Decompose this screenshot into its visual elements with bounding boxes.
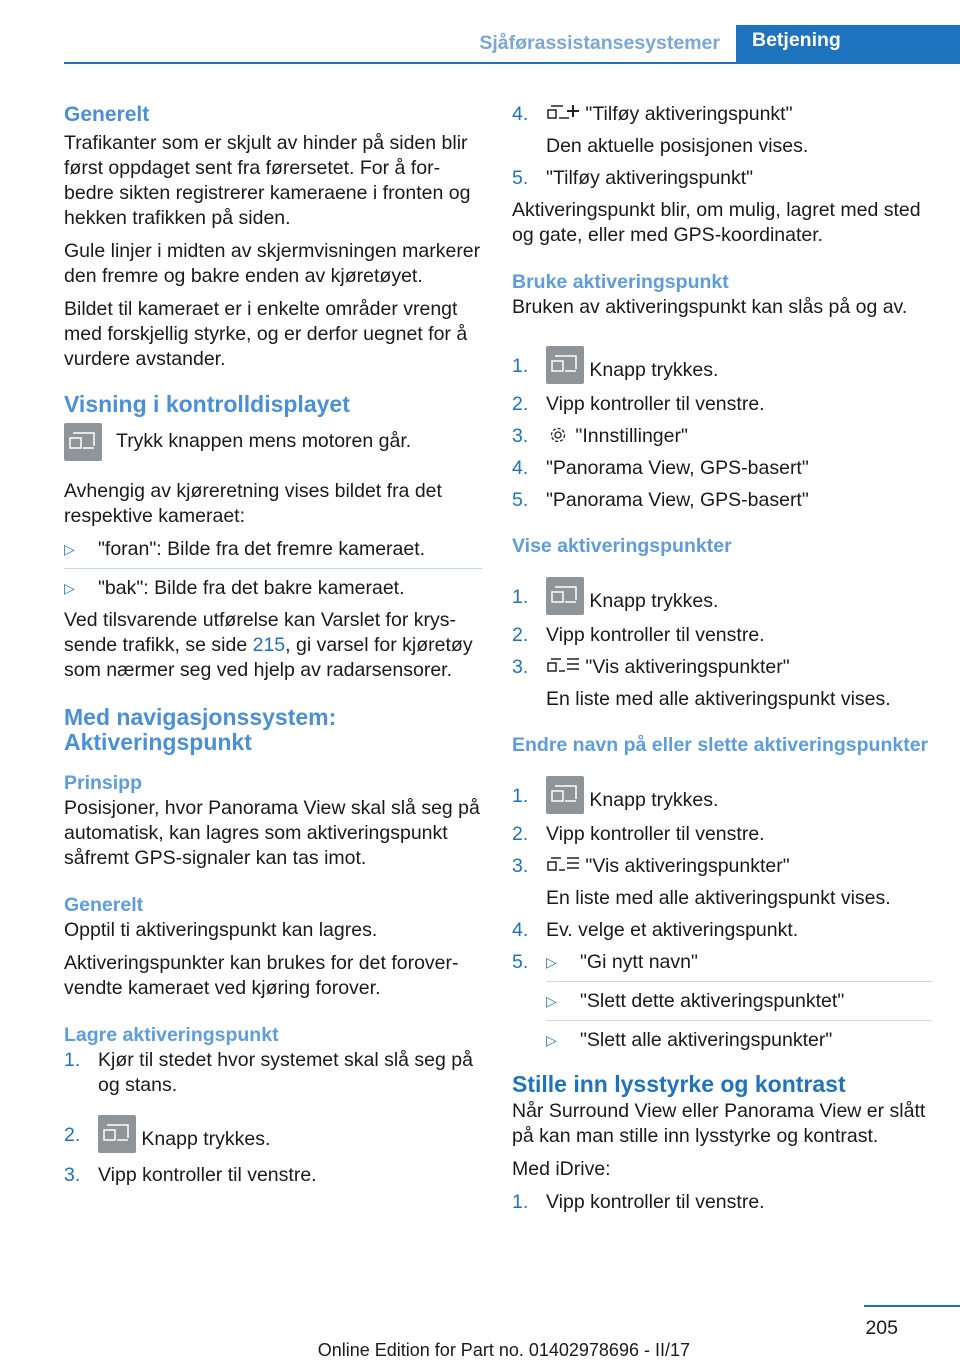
endre-steps	[512, 768, 932, 1053]
camera-button-icon	[98, 1115, 136, 1153]
paragraph: Bruken av aktiveringspunkt kan slås på og av.	[512, 296, 908, 318]
camera-button-row	[64, 429, 482, 469]
heading-visning: Visning i kontrolldisplayet	[64, 391, 350, 417]
heading-prinsipp: Prinsipp	[64, 772, 143, 794]
chapter-tab: Betjening	[736, 25, 960, 62]
triangle-icon: ▷	[64, 580, 75, 596]
bruke-steps	[512, 338, 932, 513]
step-item: 1. Vipp kontroller til venstre.	[512, 1191, 765, 1213]
step-item: 1. Knapp trykkes.	[512, 768, 932, 814]
list-item: ▷ "Gi nytt navn"	[546, 950, 932, 982]
heading-endre: Endre navn på eller slette aktiveringspunkter	[512, 734, 929, 756]
paragraph: Aktiveringspunkt blir, om mulig, lagret med sted og gate, eller med GPS-koordinater.	[512, 199, 921, 246]
heading-lagre: Lagre aktiveringspunkt	[64, 1024, 279, 1046]
list-item: ▷ "Slett alle aktiveringspunkter"	[546, 1029, 833, 1051]
heading-generelt-sub: Generelt	[64, 894, 144, 916]
list-item: ▷ "Slett dette aktiveringspunktet"	[546, 989, 932, 1021]
paragraph: Posisjoner, hvor Panorama View skal slå seg på automatisk, kan lagres som aktiveringspunkt såfremt GPS-signaler kan tas imot.	[64, 797, 480, 869]
step-item: 2. Vipp kontroller til venstre.	[512, 393, 765, 415]
camera-button-icon	[64, 423, 102, 461]
heading-bruke: Bruke aktiveringspunkt	[512, 271, 729, 293]
section-title: Sjåførassistansesystemer	[479, 32, 720, 54]
step-item: 3. Vipp kontroller til venstre.	[64, 1164, 317, 1186]
left-column	[64, 102, 482, 1195]
heading-vise: Vise aktiveringspunkter	[512, 535, 732, 557]
paragraph: Bildet til kameraet er i enkelte områder vrengt med forskjellig styrke, og er derfor uegnet for å vurdere avstander.	[64, 298, 468, 370]
stille-steps	[512, 1190, 932, 1215]
page-header	[64, 28, 960, 64]
step-item: 3. "Vis aktiveringspunkter" En liste med alle aktiveringspunkt vises.	[512, 656, 891, 710]
paragraph: Med iDrive:	[512, 1158, 611, 1180]
lagre-steps-cont	[512, 102, 932, 191]
camera-button-icon	[546, 346, 584, 384]
direction-list	[64, 537, 482, 601]
vise-steps	[512, 569, 932, 712]
step-item: 1. Knapp trykkes.	[512, 338, 932, 384]
page-link[interactable]: 215	[252, 634, 286, 656]
step-item: 5. ▷ "Gi nytt navn" ▷ "Slett dette aktiveringspunktet" ▷ "Slett alle aktiveringspunkter"	[512, 950, 932, 1053]
list-points-icon	[546, 656, 580, 676]
step-item: 3. "Vis aktiveringspunkter" En liste med alle aktiveringspunkt vises.	[512, 855, 891, 909]
list-item: ▷ "foran": Bilde fra det fremre kameraet.	[64, 537, 482, 569]
paragraph: Avhengig av kjøreretning vises bildet fra det respektive kameraet:	[64, 480, 442, 527]
camera-button-icon	[546, 577, 584, 615]
paragraph: Aktiveringspunkter kan brukes for det forovervendte kameraet ved kjøring forover.	[64, 952, 459, 999]
footer-rule	[864, 1305, 960, 1307]
camera-button-icon	[546, 776, 584, 814]
edition-note: Online Edition for Part no. 01402978696 - II/17	[317, 1340, 690, 1360]
add-point-icon	[546, 103, 580, 123]
heading-generelt: Generelt	[64, 103, 150, 126]
settings-gear-icon	[546, 425, 570, 445]
step-item: 4. "Tilføy aktiveringspunkt" Den aktuelle posisjonen vises.	[512, 103, 809, 157]
paragraph: Opptil ti aktiveringspunkt kan lagres.	[64, 919, 378, 941]
press-instruction: Trykk knappen mens motoren går.	[116, 430, 412, 452]
step-item: 1. Knapp trykkes.	[512, 569, 932, 615]
step-item: 4. Ev. velge et aktiveringspunkt.	[512, 919, 799, 941]
right-column	[512, 102, 932, 1222]
paragraph: Gule linjer i midten av skjermvisningen markerer den fremre og bakre enden av kjøretøyet.	[64, 240, 481, 287]
paragraph: Når Surround View eller Panorama View er slått på kan man stille inn lysstyrke og kontrast.	[512, 1100, 926, 1147]
step-item: 1. Kjør til stedet hvor systemet skal slå seg på og stans.	[64, 1049, 473, 1096]
triangle-icon: ▷	[546, 993, 557, 1009]
paragraph: Ved tilsvarende utførelse kan Varslet for kryssende trafikk, se side 215, gi varsel for kjøretøy som nærmer seg ved hjelp av radarsensorer.	[64, 609, 473, 681]
triangle-icon: ▷	[546, 954, 557, 970]
triangle-icon: ▷	[64, 541, 75, 557]
paragraph: Trafikanter som er skjult av hinder på siden blir først oppdaget sent fra førersetet. For å forbedre sikten registrerer kameraene i fronten og hekken trafikken på siden.	[64, 132, 471, 229]
step-item: 2. Vipp kontroller til venstre.	[512, 624, 765, 646]
heading-navigation: Med navigasjonssystem: Aktiveringspunkt	[64, 704, 337, 755]
lagre-steps	[64, 1048, 482, 1188]
step-item: 2. Vipp kontroller til venstre.	[512, 823, 765, 845]
step-item: 5. "Tilføy aktiveringspunkt"	[512, 167, 754, 189]
page-number: 205	[865, 1317, 898, 1339]
heading-stille: Stille inn lysstyrke og kontrast	[512, 1071, 846, 1097]
list-points-icon	[546, 855, 580, 875]
step-item: 5. "Panorama View, GPS-basert"	[512, 489, 809, 511]
list-item: ▷ "bak": Bilde fra det bakre kameraet.	[64, 577, 405, 599]
triangle-icon: ▷	[546, 1032, 557, 1048]
step-item: 4. "Panorama View, GPS-basert"	[512, 457, 809, 479]
step-item: 2. Knapp trykkes.	[64, 1105, 482, 1153]
step-item: 3. "Innstillinger"	[512, 425, 688, 447]
